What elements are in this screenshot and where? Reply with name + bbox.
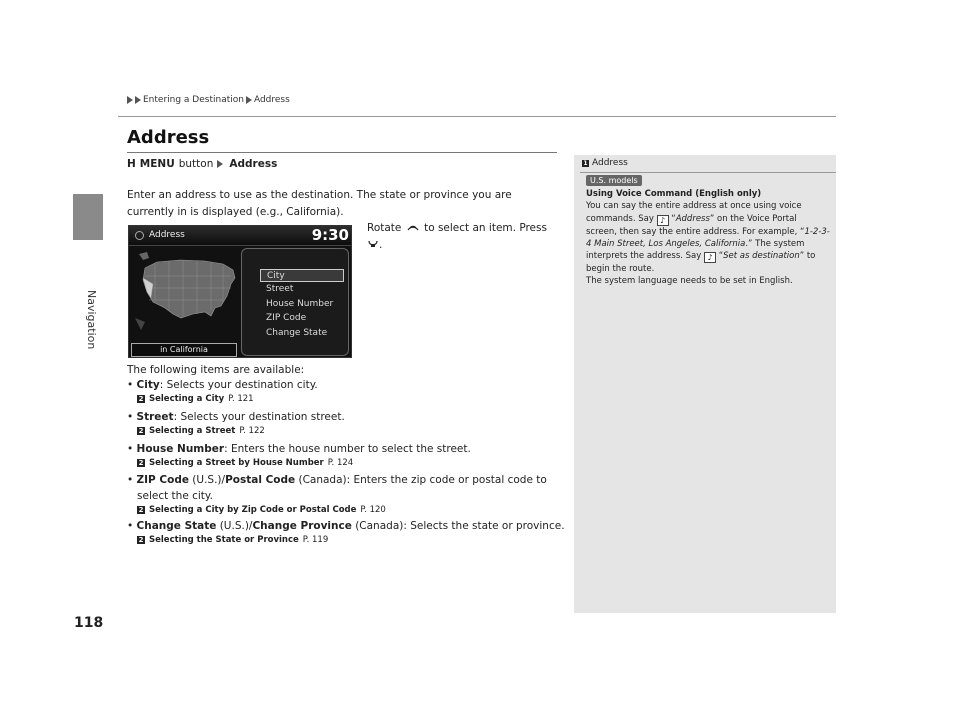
breadcrumb-arrow-icon <box>127 96 133 104</box>
list-item: • Street: Selects your destination street. <box>127 411 345 423</box>
menu-item-zip-code[interactable]: ZIP Code <box>266 313 307 323</box>
note-divider <box>580 172 836 173</box>
menu-label: MENU <box>139 158 175 170</box>
side-note <box>574 155 836 613</box>
interface-dial-icon <box>405 220 421 232</box>
term-change-province: Change Province <box>252 520 352 532</box>
note-subheading: Using Voice Command (English only) <box>586 189 762 199</box>
note-text-d: to begin the route. <box>586 251 816 275</box>
list-item: • ZIP Code (U.S.)/Postal Code (Canada): Enters the zip code or postal code to select the city. <box>127 474 547 502</box>
term-postal-code: Postal Code <box>225 474 296 486</box>
current-state-label: in California <box>131 343 237 357</box>
button-word: button <box>178 158 214 170</box>
screen-header <box>129 226 352 246</box>
navigation-screen <box>128 225 352 358</box>
desc-street: : Selects your destination street. <box>173 411 345 423</box>
section-label: Navigation <box>85 290 98 350</box>
address-menu-panel <box>241 248 349 356</box>
home-icon: H <box>127 158 136 170</box>
xref-page: P. 120 <box>360 505 386 515</box>
xref-city-by-zip[interactable] <box>137 505 386 515</box>
state-us: (U.S.)/ <box>216 520 253 532</box>
term-house-number: House Number <box>136 443 225 455</box>
xref-page: P. 121 <box>228 394 254 404</box>
menu-item-change-state[interactable]: Change State <box>266 328 328 338</box>
xref-page: P. 119 <box>302 535 329 545</box>
note-example: 1-2-3-4 Main Street, Los Angeles, California <box>586 226 830 249</box>
us-map-image <box>135 248 243 343</box>
term-change-state: Change State <box>136 520 217 532</box>
note-set-as: Set as destination <box>723 251 800 262</box>
menu-item-city[interactable]: City <box>260 269 344 282</box>
desc-city: : Selects your destination city. <box>159 379 318 391</box>
xref-arrow-icon: 2 <box>138 427 144 435</box>
desc-zip-2: select the city. <box>137 490 213 502</box>
desc-zip: (Canada): Enters the zip code or postal code to <box>295 474 547 486</box>
xref-arrow-icon: 2 <box>138 395 144 403</box>
page-title: Address <box>127 127 210 148</box>
xref-arrow-icon: 2 <box>138 536 144 544</box>
breadcrumb <box>127 95 290 105</box>
path-arrow-icon <box>217 160 223 168</box>
title-divider <box>127 152 557 153</box>
screen-clock: 9:30 <box>311 226 349 244</box>
breadcrumb-arrow-icon <box>135 96 141 104</box>
desc-house-number: : Enters the house number to select the street. <box>224 443 471 455</box>
address-label: Address <box>229 158 278 170</box>
term-street: Street <box>136 411 174 423</box>
note-text-a: You can say the entire address at once using voice commands. Say <box>586 201 802 224</box>
list-item: • House Number: Enters the house number to select the street. <box>127 443 471 455</box>
desc-change-state: (Canada): Selects the state or province. <box>351 520 565 532</box>
rotate-word: Rotate <box>367 222 402 234</box>
xref-label: Selecting the State or Province <box>149 535 299 545</box>
press-dial-icon <box>367 237 379 249</box>
menu-item-house-number[interactable]: House Number <box>266 299 334 309</box>
xref-state-or-province[interactable] <box>137 535 328 545</box>
note-body: Using Voice Command (English only) You can say the entire address at once using voice commands. Say ♪ “Address” on the Voice Portal screen, then say the entire address. For example, “1-2-3-4 Main Street, Los Angeles, California.” The system interprets the address. Say ♪ “Set as destination” to begin the route. The system language needs to be set in English. <box>586 189 830 287</box>
xref-page: P. 124 <box>327 458 354 468</box>
xref-page: P. 122 <box>239 426 265 436</box>
intro-paragraph: Enter an address to use as the destination. The state or province you are currently in is displayed (e.g., California). <box>127 189 512 218</box>
xref-selecting-street[interactable] <box>137 426 265 436</box>
header-divider <box>118 116 836 117</box>
menu-item-street[interactable]: Street <box>266 284 294 294</box>
xref-label: Selecting a Street <box>149 426 236 436</box>
us-models-badge: U.S. models <box>586 175 642 186</box>
xref-arrow-icon: 2 <box>138 459 144 467</box>
note-quote-address: Address <box>675 213 710 224</box>
screen-title: Address <box>149 230 185 240</box>
term-zip-code: ZIP Code <box>136 474 189 486</box>
list-item: • Change State (U.S.)/Change Province (Canada): Selects the state or province. <box>127 520 565 532</box>
note-text-c: The system interprets the address. Say <box>586 238 805 262</box>
section-tab <box>73 194 103 240</box>
breadcrumb-arrow-icon <box>246 96 252 104</box>
menu-path <box>127 158 277 170</box>
talk-button-icon: ♪ <box>704 252 716 263</box>
breadcrumb-item-address[interactable]: Address <box>253 95 290 105</box>
xref-label: Selecting a Street by House Number <box>149 458 324 468</box>
list-item: • City: Selects your destination city. <box>127 379 318 391</box>
note-arrow-icon: 1 <box>583 159 588 167</box>
note-heading-text: Address <box>592 158 628 168</box>
note-text-b: on the Voice Portal screen, then say the entire address. For example, <box>586 213 798 237</box>
rotate-instruction: Rotate to select an item. Press . <box>367 222 547 251</box>
screen-back-icon <box>135 231 144 240</box>
term-city: City <box>136 379 160 391</box>
breadcrumb-item-entering[interactable]: Entering a Destination <box>143 95 244 105</box>
talk-button-icon: ♪ <box>657 215 669 226</box>
xref-arrow-icon: 2 <box>138 506 144 514</box>
note-text-e: The system language needs to be set in English. <box>586 276 793 287</box>
select-text: to select an item. Press <box>424 222 547 234</box>
xref-selecting-city[interactable] <box>137 394 254 404</box>
xref-street-by-house-number[interactable] <box>137 458 353 468</box>
xref-label: Selecting a City <box>149 394 225 404</box>
note-heading <box>582 158 628 168</box>
xref-label: Selecting a City by Zip Code or Postal Code <box>149 505 357 515</box>
zip-us: (U.S.)/ <box>188 474 226 486</box>
following-text: The following items are available: <box>127 364 305 376</box>
page-number: 118 <box>74 615 104 631</box>
